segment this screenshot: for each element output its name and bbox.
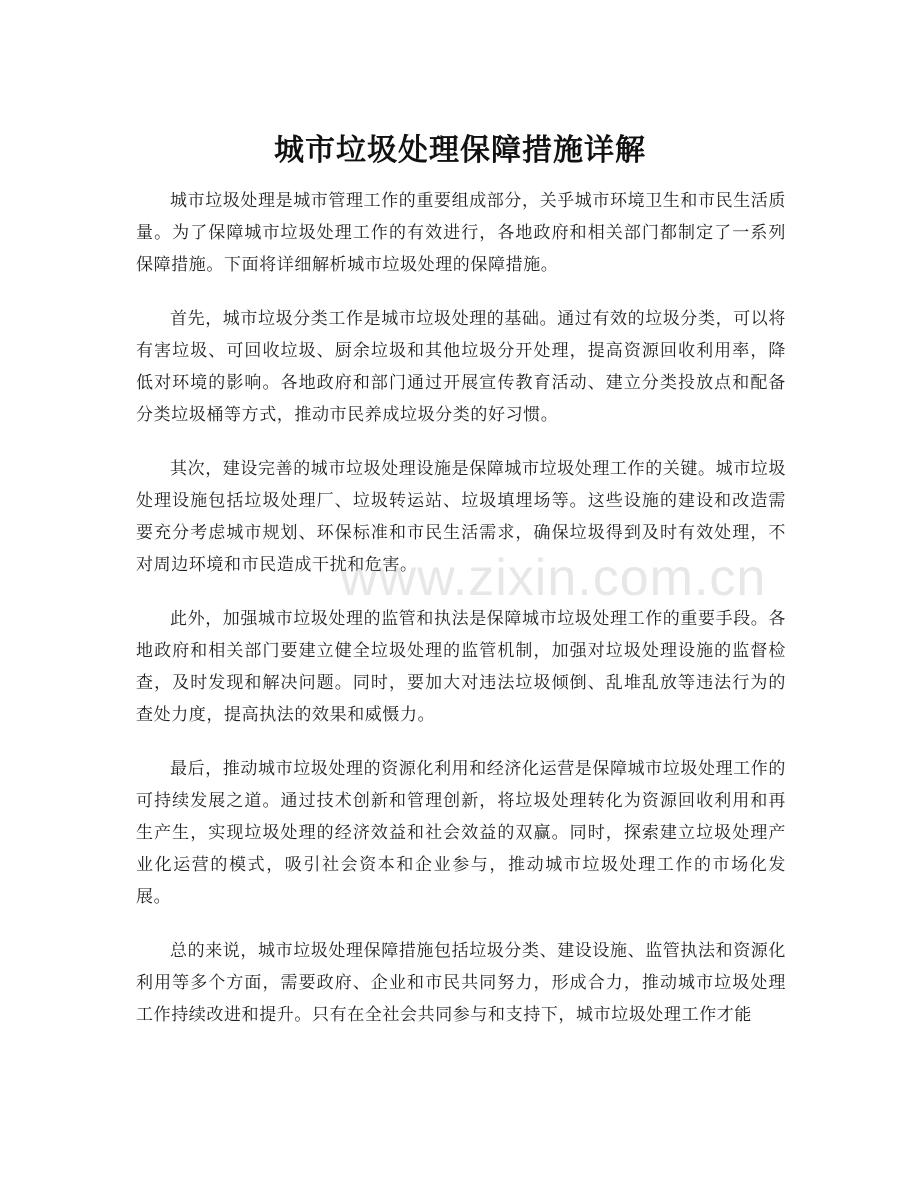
paragraph-supervision: 此外，加强城市垃圾处理的监管和执法是保障城市垃圾处理工作的重要手段。各地政府和相关部门要建立健全垃圾处理的监管机制，加强对垃圾处理设施的监督检查，及时发现和解决问题。同时，要加大对违法垃圾倾倒、乱堆乱放等违法行为的查处力度，提高执法的效果和威慑力。 [136, 609, 786, 725]
paragraph-classification: 首先，城市垃圾分类工作是城市垃圾处理的基础。通过有效的垃圾分类，可以将有害垃圾、可回收垃圾、厨余垃圾和其他垃圾分开处理，提高资源回收利用率，降低对环境的影响。各地政府和部门通过开展宣传教育活动、建立分类投放点和配备分类垃圾桶等方式，推动市民养成垃圾分类的好习惯。 [136, 309, 786, 425]
document-title: 城市垃圾处理保障措施详解 [274, 133, 646, 169]
paragraph-intro: 城市垃圾处理是城市管理工作的重要组成部分，关乎城市环境卫生和市民生活质量。为了保障城市垃圾处理工作的有效进行，各地政府和相关部门都制定了一系列保障措施。下面将详细解析城市垃圾处理的保障措施。 [136, 191, 786, 275]
watermark-text: www.zixin.com.cn [340, 549, 767, 607]
paragraph-summary: 总的来说，城市垃圾处理保障措施包括垃圾分类、建设设施、监管执法和资源化利用等多个方面，需要政府、企业和市民共同努力，形成合力，推动城市垃圾处理工作持续改进和提升。只有在全社会共同参与和支持下，城市垃圾处理工作才能 [136, 941, 786, 1025]
document-body [136, 185, 786, 1053]
paragraph-resource-utilization: 最后，推动城市垃圾处理的资源化利用和经济化运营是保障城市垃圾处理工作的可持续发展之道。通过技术创新和管理创新，将垃圾处理转化为资源回收利用和再生产生，实现垃圾处理的经济效益和社会效益的双赢。同时，探索建立垃圾处理产业化运营的模式，吸引社会资本和企业参与，推动城市垃圾处理工作的市场化发展。 [136, 759, 786, 907]
paragraph-facilities: 其次，建设完善的城市垃圾处理设施是保障城市垃圾处理工作的关键。城市垃圾处理设施包括垃圾处理厂、垃圾转运站、垃圾填埋场等。这些设施的建设和改造需要充分考虑城市规划、环保标准和市民生活需求，确保垃圾得到及时有效处理，不对周边环境和市民造成干扰和危害。 [136, 459, 786, 575]
